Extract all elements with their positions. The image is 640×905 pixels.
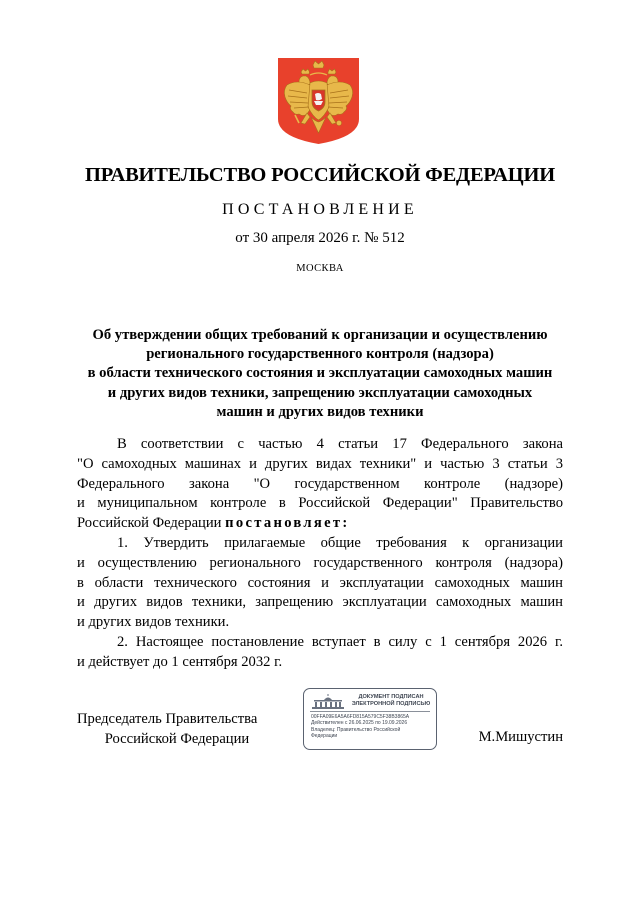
document-date-number: от 30 апреля 2026 г. № 512: [235, 230, 405, 246]
government-title: ПРАВИТЕЛЬСТВО РОССИЙСКОЙ ФЕДЕРАЦИИ: [85, 164, 555, 186]
document-city: МОСКВА: [296, 263, 344, 274]
preamble-last-line: [77, 514, 563, 534]
item-2-line: 2. Настоящее постановление вступает в силу с 1 сентября 2026 г.: [117, 633, 563, 650]
subject-line: и других видов техники, запрещению эксплуатации самоходных: [107, 384, 533, 401]
double-headed-eagle-icon: [277, 57, 360, 145]
stamp-title-line: ЭЛЕКТРОННОЙ ПОДПИСЬЮ: [351, 701, 431, 707]
government-building-icon: [311, 694, 345, 710]
preamble-line: В соответствии с частью 4 статьи 17 Федерального закона: [117, 436, 563, 452]
preamble-line: "О самоходных машинах и других видах техники" и частью 3 статьи 3: [77, 455, 563, 472]
document-body: [77, 435, 563, 673]
item-2-line: и действует до 1 сентября 2032 г.: [77, 653, 283, 670]
preamble-line: Российской Федерации: [77, 515, 222, 532]
subject-line: Об утверждении общих требований к организации и осуществлению: [92, 327, 548, 343]
document-type: ПОСТАНОВЛЕНИЕ: [222, 201, 418, 218]
item-1-line: и осуществлению регионального государственного контроля (надзора): [77, 554, 563, 571]
signatory-position: [77, 710, 277, 749]
subject-line: регионального государственного контроля (надзора): [146, 346, 494, 363]
item-1-line: и других видов техники.: [77, 614, 230, 631]
item-1-line: в области технического состояния и эксплуатации самоходных машин: [77, 574, 563, 591]
stamp-title: [348, 694, 434, 708]
stamp-validity: Действителен с 26.06.2025 по 19.09.2026: [311, 720, 408, 727]
preamble-line: Федерального закона "О государственном контроле (надзоре): [77, 475, 563, 492]
stamp-details: [311, 714, 435, 740]
stamp-owner: Владелец: Правительство Российской: [311, 726, 401, 733]
position-line: Председатель Правительства: [77, 711, 258, 727]
stamp-certificate: 00FFA09E6A5A6FD815A579C5F38B3865A: [311, 714, 410, 720]
subject-line: машин и других видов техники: [216, 403, 424, 420]
stamp-owner: Федерации: [311, 733, 338, 740]
coat-of-arms-emblem: [277, 57, 360, 145]
item-1-line: 1. Утвердить прилагаемые общие требования к организации: [117, 534, 563, 551]
subject-line: в области технического состояния и эксплуатации самоходных машин: [87, 365, 553, 382]
item-1-line: и других видов техники, запрещению эксплуатации самоходных машин: [77, 594, 563, 611]
signatory-name: М.Мишустин: [478, 729, 563, 745]
document-subject: [70, 326, 570, 422]
stamp-divider: [310, 711, 430, 712]
electronic-signature-stamp: [303, 688, 437, 750]
position-line: Российской Федерации: [104, 730, 250, 747]
preamble-line: и муниципальном контроле в Российской Федерации" Правительство: [77, 495, 563, 512]
stamp-title-line: ДОКУМЕНТ ПОДПИСАН: [358, 694, 424, 700]
decree-word: постановляет:: [225, 515, 350, 532]
